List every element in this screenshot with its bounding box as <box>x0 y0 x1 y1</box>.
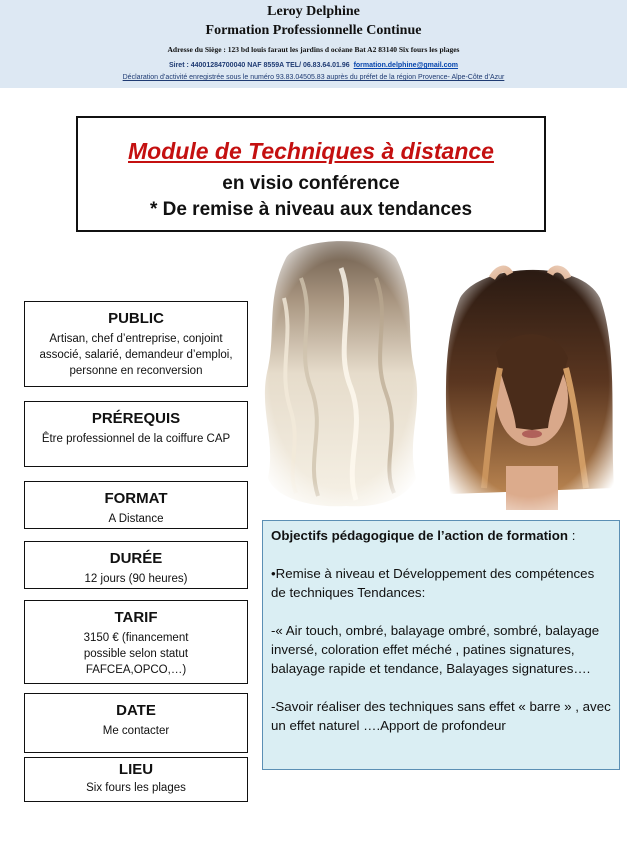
title-box <box>76 116 546 232</box>
objective-item: -« Air touch, ombré, balayage ombré, sombré, balayage inversé, coloration effet méché , patines signatures, balayage rapide et tendance, Balayages signatures…. <box>271 623 600 676</box>
card-title: TARIF <box>114 609 158 626</box>
card-body: Six fours les plages <box>86 782 186 794</box>
card-format <box>24 481 248 529</box>
letterhead <box>0 0 627 88</box>
hair-photo-blonde <box>256 238 426 510</box>
module-subtitle: en visio conférence <box>222 173 400 194</box>
card-title: FORMAT <box>104 490 168 507</box>
objectives-title-suffix: : <box>568 528 576 543</box>
company-siret-line <box>0 62 627 69</box>
card-date <box>24 693 248 753</box>
card-body: Me contacter <box>102 725 170 737</box>
email-link[interactable]: formation.delphine@gmail.com <box>353 62 459 69</box>
card-body: A Distance <box>108 513 164 525</box>
objectives-title: Objectifs pédagogique de l’action de formation <box>271 528 568 543</box>
objective-item: •Remise à niveau et Développement des compétences de techniques Tendances: <box>271 566 595 600</box>
card-public <box>24 301 248 387</box>
company-address: Adresse du Siège : 123 bd louis faraut les jardins d océane Bat A2 83140 Six fours les plages <box>167 45 460 54</box>
module-tagline: * De remise à niveau aux tendances <box>149 199 473 220</box>
hair-photo-brunette <box>440 258 618 510</box>
activity-declaration: Déclaration d’activité enregistrée sous le numéro 93.83.04505.83 auprès du préfet de la région Provence- Alpe-Côte d’Azur <box>122 74 505 81</box>
card-duree <box>24 541 248 589</box>
card-title: PUBLIC <box>108 310 164 327</box>
company-subtitle: Formation Professionnelle Continue <box>205 23 422 38</box>
company-name: Leroy Delphine <box>267 4 360 19</box>
siret-text: Siret : 44001284700040 NAF 8559A TEL/ 06.83.64.01.96 <box>168 62 350 69</box>
card-title: DATE <box>116 702 156 719</box>
card-tarif <box>24 600 248 684</box>
card-body: Artisan, chef d’entreprise, conjoint associé, salarié, demandeur d’emploi, personne en reconversion <box>39 333 233 377</box>
card-body: 12 jours (90 heures) <box>84 573 188 585</box>
objectives-heading <box>271 526 611 545</box>
card-lieu <box>24 757 248 802</box>
card-body: 3150 € (financement possible selon statut FAFCEA,OPCO,…) <box>83 632 189 676</box>
objectives-box <box>262 520 620 770</box>
card-title: DURÉE <box>109 550 163 567</box>
card-title: LIEU <box>118 761 154 778</box>
card-prerequis <box>24 401 248 467</box>
card-title: PRÉREQUIS <box>91 410 181 427</box>
objective-item: -Savoir réaliser des techniques sans effet « barre » , avec un effet naturel ….Apport de profondeur <box>271 699 611 733</box>
module-title: Module de Techniques à distance <box>128 138 494 164</box>
card-body: Être professionnel de la coiffure CAP <box>41 433 231 445</box>
